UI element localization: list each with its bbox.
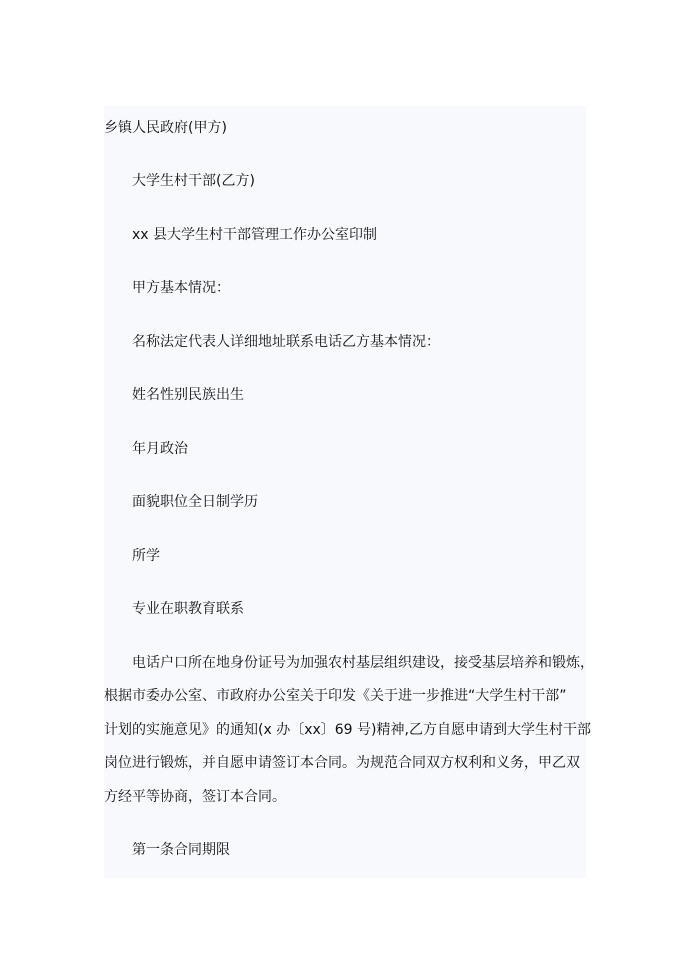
body-paragraph-line: 岗位进行锻炼，并自愿申请签订本合同。为规范合同双方权利和义务，甲乙双 [104,755,580,771]
party-a-line: 乡镇人民政府(甲方) [104,120,227,136]
party-b-fields-line-4: 所学 [132,548,160,564]
party-b-fields-line-5: 专业在职教育联系 [132,601,244,617]
party-b-fields-line-3: 面貌职位全日制学历 [132,494,258,510]
party-b-line: 大学生村干部(乙方) [132,173,255,189]
body-paragraph-line: 根据市委办公室、市政府办公室关于印发《关于进一步推进“大学生村干部” [104,688,567,704]
body-paragraph-line: 计划的实施意见》的通知(x 办〔xx〕69 号)精神,乙方自愿申请到大学生村干部 [104,722,591,738]
section-heading: 第一条合同期限 [132,842,230,858]
party-b-fields-line-1: 姓名性别民族出生 [132,387,244,403]
body-paragraph-line: 电话户口所在地身份证号为加强农村基层组织建设，接受基层培养和锻炼， [132,655,594,671]
document-body [104,106,594,878]
party-b-fields-line-2: 年月政治 [132,441,188,457]
party-a-info-heading: 甲方基本情况： [132,280,230,296]
body-paragraph-line: 方经平等协商，签订本合同。 [104,789,286,805]
issuer-line: xx 县大学生村干部管理工作办公室印制 [132,227,378,243]
party-a-fields-line: 名称法定代表人详细地址联系电话乙方基本情况： [132,334,440,350]
